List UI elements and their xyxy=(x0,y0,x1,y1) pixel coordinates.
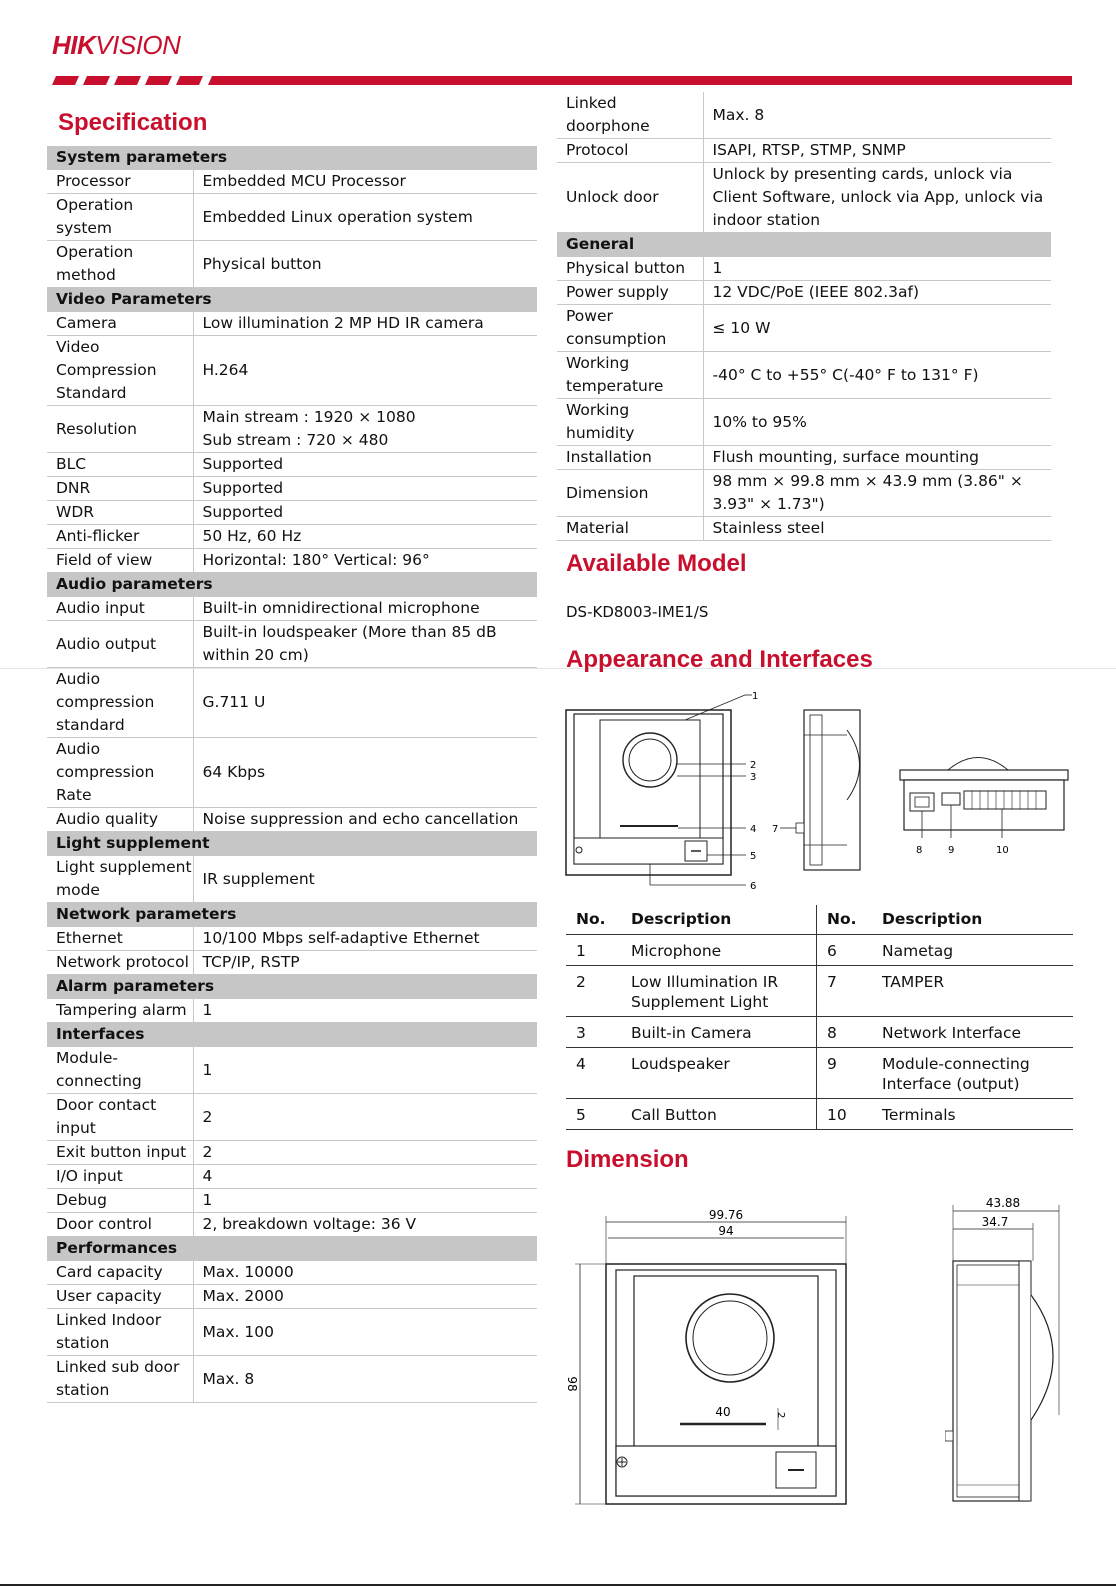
spec-value: Max. 100 xyxy=(193,1309,537,1356)
spec-key: Power consumption xyxy=(557,305,703,352)
spec-row xyxy=(47,336,537,406)
available-model-title: Available Model xyxy=(566,550,747,577)
spec-row xyxy=(557,257,1051,281)
spec-value: Max. 8 xyxy=(193,1356,537,1403)
spec-row xyxy=(47,241,537,288)
spec-value: Unlock by presenting cards, unlock via Client Software, unlock via App, unlock via indoor station xyxy=(703,163,1051,233)
callout-6: 6 xyxy=(750,881,757,892)
spec-key: Protocol xyxy=(557,139,703,163)
spec-row xyxy=(47,549,537,573)
interface-number: 2 xyxy=(566,966,621,1017)
interface-description: Microphone xyxy=(621,935,817,966)
page-fold-line xyxy=(0,668,1116,669)
callout-3: 3 xyxy=(750,772,757,783)
bottom-view-diagram xyxy=(898,745,1078,860)
spec-value: 1 xyxy=(703,257,1051,281)
spec-value: 64 Kbps xyxy=(193,738,537,808)
spec-key: Physical button xyxy=(557,257,703,281)
spec-value: Physical button xyxy=(193,241,537,288)
spec-value: Flush mounting, surface mounting xyxy=(703,446,1051,470)
spec-value: TCP/IP, RSTP xyxy=(193,951,537,975)
spec-value: 50 Hz, 60 Hz xyxy=(193,525,537,549)
callout-10: 10 xyxy=(996,845,1009,856)
spec-section-header xyxy=(47,975,537,999)
section-header-label: General xyxy=(557,233,1051,257)
appearance-title: Appearance and Interfaces xyxy=(566,646,873,673)
spec-key: Debug xyxy=(47,1189,193,1213)
spec-key: BLC xyxy=(47,453,193,477)
interface-number: 1 xyxy=(566,935,621,966)
spec-key: I/O input xyxy=(47,1165,193,1189)
spec-row xyxy=(47,621,537,668)
dim-height: 98 xyxy=(565,1376,579,1392)
interface-number: 9 xyxy=(817,1048,873,1099)
dim-depth-inner: 34.7 xyxy=(981,1215,1009,1229)
section-header-label: System parameters xyxy=(47,146,537,170)
callout-2: 2 xyxy=(750,760,757,771)
interface-description: Low Illumination IR Supplement Light xyxy=(621,966,817,1017)
col-header-description: Description xyxy=(872,905,1073,935)
callout-5: 5 xyxy=(750,851,757,862)
spec-value-line: Sub stream : 720 × 480 xyxy=(202,431,389,449)
interface-number: 6 xyxy=(817,935,873,966)
section-header-label: Interfaces xyxy=(47,1023,537,1047)
dimension-side-diagram xyxy=(945,1195,1075,1520)
spec-row xyxy=(47,1356,537,1403)
spec-value: Built-in loudspeaker (More than 85 dB within 20 cm) xyxy=(193,621,537,668)
spec-section-header xyxy=(47,146,537,170)
spec-row xyxy=(557,139,1051,163)
spec-value: ≤ 10 W xyxy=(703,305,1051,352)
spec-value: 1 xyxy=(193,1047,537,1094)
dim-depth-outer: 43.88 xyxy=(985,1196,1021,1210)
spec-row xyxy=(47,406,537,453)
spec-key: Exit button input xyxy=(47,1141,193,1165)
callout-7: 7 xyxy=(772,824,779,835)
spec-key: Anti-flicker xyxy=(47,525,193,549)
col-header-no: No. xyxy=(566,905,621,935)
spec-row xyxy=(557,281,1051,305)
spec-value: Embedded Linux operation system xyxy=(193,194,537,241)
spec-row xyxy=(557,92,1051,139)
spec-key: Network protocol xyxy=(47,951,193,975)
dimension-title: Dimension xyxy=(566,1146,689,1173)
model-number: DS-KD8003-IME1/S xyxy=(566,603,709,621)
spec-key: Light supplement mode xyxy=(47,856,193,903)
spec-value: Stainless steel xyxy=(703,517,1051,541)
section-header-label: Network parameters xyxy=(47,903,537,927)
spec-key: Audio input xyxy=(47,597,193,621)
spec-value: Supported xyxy=(193,501,537,525)
side-view-diagram xyxy=(772,705,862,880)
interface-description: Call Button xyxy=(621,1099,817,1130)
spec-section-header xyxy=(47,573,537,597)
spec-row xyxy=(47,1213,537,1237)
spec-value: Horizontal: 180° Vertical: 96° xyxy=(193,549,537,573)
interface-row xyxy=(566,966,1073,1017)
interface-description: Module-connecting Interface (output) xyxy=(872,1048,1073,1099)
spec-row xyxy=(47,501,537,525)
section-header-label: Performances xyxy=(47,1237,537,1261)
interface-description: Terminals xyxy=(872,1099,1073,1130)
spec-key: Video Compression Standard xyxy=(47,336,193,406)
callout-9: 9 xyxy=(948,845,955,856)
spec-table-right xyxy=(557,92,1051,541)
interface-row xyxy=(566,1048,1073,1099)
spec-value: 12 VDC/PoE (IEEE 802.3af) xyxy=(703,281,1051,305)
interface-number: 7 xyxy=(817,966,873,1017)
dim-slot-length: 40 xyxy=(715,1405,731,1419)
spec-key: Door control xyxy=(47,1213,193,1237)
interfaces-table xyxy=(566,905,1073,1130)
spec-section-header xyxy=(47,288,537,312)
spec-row xyxy=(47,170,537,194)
interface-number: 4 xyxy=(566,1048,621,1099)
spec-value-line: Main stream : 1920 × 1080 xyxy=(202,408,416,426)
callout-1: 1 xyxy=(752,691,759,702)
spec-row xyxy=(557,470,1051,517)
interface-number: 8 xyxy=(817,1017,873,1048)
spec-key: DNR xyxy=(47,477,193,501)
spec-row xyxy=(47,1285,537,1309)
spec-row xyxy=(557,163,1051,233)
spec-row xyxy=(47,1165,537,1189)
spec-row xyxy=(47,856,537,903)
interface-row xyxy=(566,1017,1073,1048)
spec-key: Audio compression Rate xyxy=(47,738,193,808)
spec-value: 98 mm × 99.8 mm × 43.9 mm (3.86" × 3.93" × 1.73") xyxy=(703,470,1051,517)
spec-row xyxy=(47,808,537,832)
spec-row xyxy=(47,453,537,477)
spec-value: 1 xyxy=(193,999,537,1023)
spec-key: Linked sub door station xyxy=(47,1356,193,1403)
spec-key: Linked Indoor station xyxy=(47,1309,193,1356)
spec-key: Linked doorphone xyxy=(557,92,703,139)
spec-key: Tampering alarm xyxy=(47,999,193,1023)
interface-row xyxy=(566,935,1073,966)
spec-value: G.711 U xyxy=(193,668,537,738)
spec-key: Door contact input xyxy=(47,1094,193,1141)
spec-row xyxy=(47,999,537,1023)
dim-width-outer: 99.76 xyxy=(708,1208,744,1222)
spec-value: Max. 2000 xyxy=(193,1285,537,1309)
spec-key: Installation xyxy=(557,446,703,470)
callout-4: 4 xyxy=(750,824,757,835)
section-header-label: Audio parameters xyxy=(47,573,537,597)
interface-number: 5 xyxy=(566,1099,621,1130)
dim-slot-height: 2 xyxy=(775,1412,786,1419)
spec-key: Camera xyxy=(47,312,193,336)
spec-row xyxy=(47,1141,537,1165)
hikvision-logo: HIKVISION xyxy=(52,30,181,60)
spec-value xyxy=(193,406,537,453)
spec-key: Ethernet xyxy=(47,927,193,951)
spec-row xyxy=(47,477,537,501)
spec-key: Power supply xyxy=(557,281,703,305)
spec-value: ISAPI, RTSP, STMP, SNMP xyxy=(703,139,1051,163)
spec-key: Audio output xyxy=(47,621,193,668)
spec-row xyxy=(47,194,537,241)
col-header-no: No. xyxy=(817,905,873,935)
spec-row xyxy=(47,668,537,738)
spec-value: 2 xyxy=(193,1094,537,1141)
spec-row xyxy=(47,1309,537,1356)
spec-value: 2 xyxy=(193,1141,537,1165)
spec-row xyxy=(47,1047,537,1094)
spec-key: Working humidity xyxy=(557,399,703,446)
spec-value: 2, breakdown voltage: 36 V xyxy=(193,1213,537,1237)
interface-number: 10 xyxy=(817,1099,873,1130)
spec-key: Processor xyxy=(47,170,193,194)
interface-number: 3 xyxy=(566,1017,621,1048)
spec-key: WDR xyxy=(47,501,193,525)
spec-section-header xyxy=(47,832,537,856)
spec-key: User capacity xyxy=(47,1285,193,1309)
spec-value: 10/100 Mbps self-adaptive Ethernet xyxy=(193,927,537,951)
spec-key: Operation method xyxy=(47,241,193,288)
spec-row xyxy=(557,446,1051,470)
spec-row xyxy=(47,525,537,549)
spec-key: Material xyxy=(557,517,703,541)
spec-row xyxy=(557,352,1051,399)
interface-description: Loudspeaker xyxy=(621,1048,817,1099)
interface-row xyxy=(566,1099,1073,1130)
spec-key: Dimension xyxy=(557,470,703,517)
spec-row xyxy=(557,399,1051,446)
spec-table-left xyxy=(47,146,537,1403)
spec-key: Unlock door xyxy=(557,163,703,233)
spec-row xyxy=(47,738,537,808)
spec-value: Built-in omnidirectional microphone xyxy=(193,597,537,621)
spec-value: Embedded MCU Processor xyxy=(193,170,537,194)
spec-row xyxy=(47,1261,537,1285)
interface-description: Network Interface xyxy=(872,1017,1073,1048)
brand-stripe xyxy=(52,76,1072,85)
spec-key: Module-connecting xyxy=(47,1047,193,1094)
spec-value: H.264 xyxy=(193,336,537,406)
spec-key: Card capacity xyxy=(47,1261,193,1285)
spec-value: 1 xyxy=(193,1189,537,1213)
spec-row xyxy=(47,951,537,975)
dim-width-inner: 94 xyxy=(718,1224,734,1238)
spec-row xyxy=(47,312,537,336)
col-header-description: Description xyxy=(621,905,817,935)
spec-row xyxy=(557,517,1051,541)
spec-key: Working temperature xyxy=(557,352,703,399)
spec-value: Max. 10000 xyxy=(193,1261,537,1285)
spec-key: Field of view xyxy=(47,549,193,573)
dimension-front-diagram xyxy=(560,1198,860,1523)
spec-row xyxy=(47,1189,537,1213)
spec-value: Supported xyxy=(193,477,537,501)
spec-section-header xyxy=(47,1237,537,1261)
spec-section-header xyxy=(47,903,537,927)
spec-value: -40° C to +55° C(-40° F to 131° F) xyxy=(703,352,1051,399)
spec-key: Operation system xyxy=(47,194,193,241)
callout-8: 8 xyxy=(916,845,923,856)
section-header-label: Light supplement xyxy=(47,832,537,856)
spec-value: 4 xyxy=(193,1165,537,1189)
spec-value: Noise suppression and echo cancellation xyxy=(193,808,537,832)
spec-value: Supported xyxy=(193,453,537,477)
spec-row xyxy=(47,597,537,621)
spec-key: Audio compression standard xyxy=(47,668,193,738)
interface-description: Built-in Camera xyxy=(621,1017,817,1048)
interface-description: TAMPER xyxy=(872,966,1073,1017)
front-view-diagram xyxy=(560,690,770,900)
spec-section-header xyxy=(47,1023,537,1047)
interface-description: Nametag xyxy=(872,935,1073,966)
section-header-label: Alarm parameters xyxy=(47,975,537,999)
spec-row xyxy=(557,305,1051,352)
spec-value: Max. 8 xyxy=(703,92,1051,139)
spec-row xyxy=(47,927,537,951)
spec-value: 10% to 95% xyxy=(703,399,1051,446)
spec-section-header xyxy=(557,233,1051,257)
spec-value: Low illumination 2 MP HD IR camera xyxy=(193,312,537,336)
spec-key: Resolution xyxy=(47,406,193,453)
specification-title: Specification xyxy=(58,109,208,136)
spec-key: Audio quality xyxy=(47,808,193,832)
spec-row xyxy=(47,1094,537,1141)
section-header-label: Video Parameters xyxy=(47,288,537,312)
spec-value: IR supplement xyxy=(193,856,537,903)
